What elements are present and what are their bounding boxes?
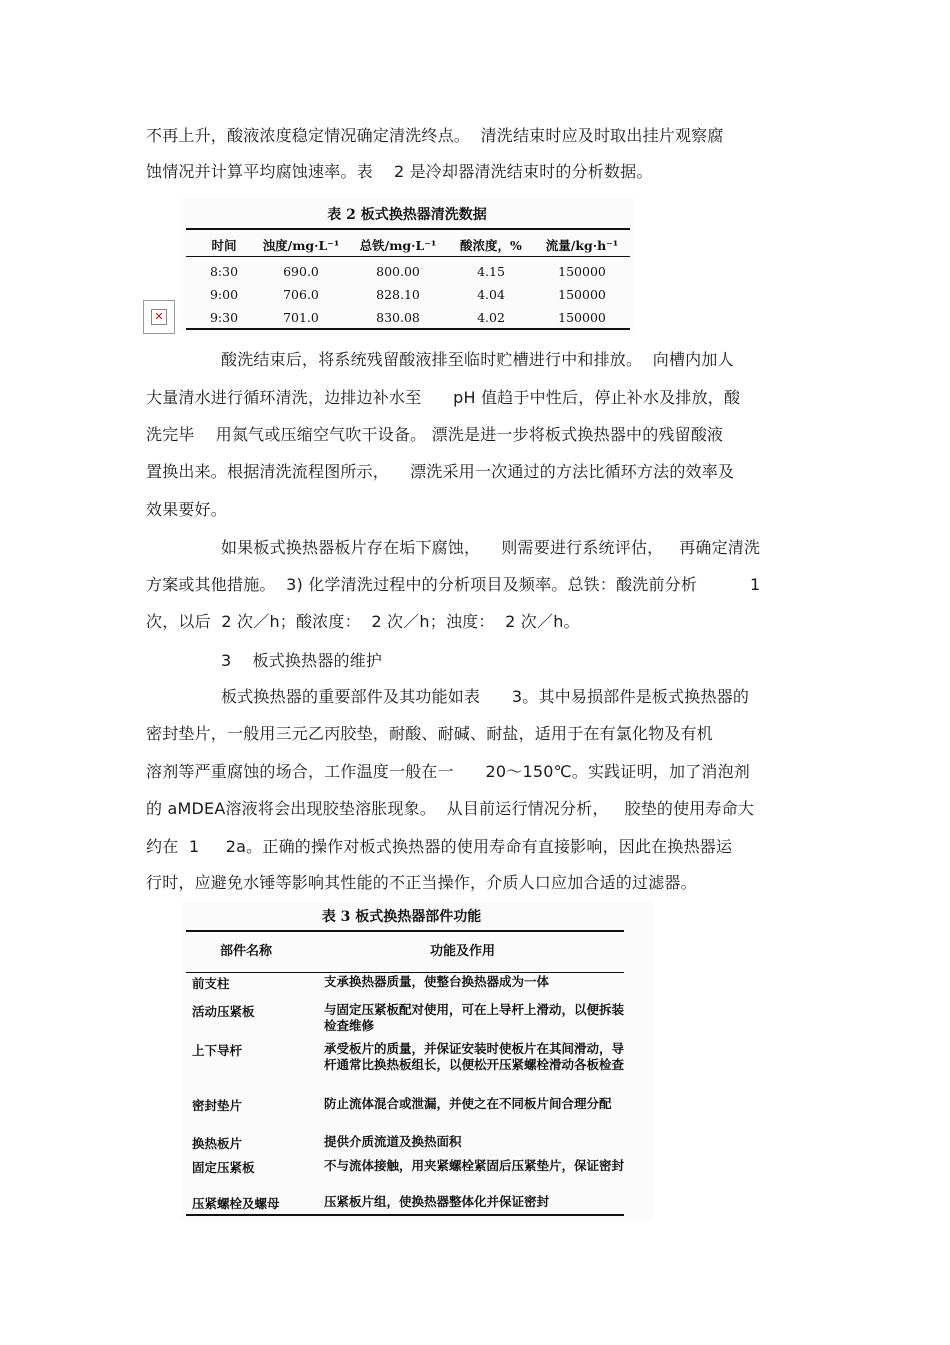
broken-image-icon [143,300,175,334]
table-cell: 150000 [558,264,606,279]
table-rule [186,228,630,230]
table-cell: 与固定压紧板配对使用，可在上导杆上滑动，以便拆装检查维修 [324,1002,625,1033]
paragraph-line: 板式换热器的重要部件及其功能如表 3。其中易损部件是板式换热器的 [221,687,750,706]
table-cell: 8:30 [209,264,239,279]
table-3-header: 功能及作用 [430,944,496,959]
close-x-icon: ✕ [151,309,167,325]
table-cell: 换热板片 [192,1136,243,1151]
table-2-header: 总铁/mg·L⁻¹ [359,238,437,253]
section-heading: 3 板式换热器的维护 [221,651,383,670]
table-cell: 150000 [558,287,606,302]
table-2-header: 浊度/mg·L⁻¹ [262,238,340,253]
paragraph-line: 效果要好。 [146,500,228,519]
table-cell: 固定压紧板 [192,1160,255,1175]
table-2-header: 酸浓度，% [460,238,522,253]
table-rule [186,1214,624,1216]
paragraph-line: 置换出来。根据清洗流程图所示， 漂洗采用一次通过的方法比循环方法的效率及 [146,462,735,481]
table-2-header: 时间 [211,238,237,253]
table-cell: 150000 [558,310,606,325]
paragraph-line: 溶剂等严重腐蚀的场合，工作温度一般在一 20～150℃。实践证明，加了消泡剂 [146,762,750,781]
paragraph-line: 大量清水进行循环清洗，边排边补水至 pH 值趋于中性后，停止补水及排放，酸 [146,388,741,407]
table-cell: 800.00 [376,264,420,279]
table-3-caption: 表 3 板式换热器部件功能 [321,909,482,925]
paragraph-line: 不再上升，酸液浓度稳定情况确定清洗终点。 清洗结束时应及时取出挂片观察腐 [146,126,724,145]
table-3-header: 部件名称 [220,944,273,959]
table-cell: 4.15 [477,264,505,279]
table-cell: 防止流体混合或泄漏，并使之在不同板片间合理分配 [324,1096,612,1111]
table-2-header: 流量/kg·h⁻¹ [545,238,619,253]
table-cell: 提供介质流道及换热面积 [324,1134,462,1149]
table-cell: 密封垫片 [192,1098,243,1113]
paragraph-line: 如果板式换热器板片存在垢下腐蚀， 则需要进行系统评估， 再确定清洗 [221,538,761,557]
table-rule [186,972,624,973]
table-2-caption: 表 2 板式换热器清洗数据 [327,207,487,223]
paragraph-line: 行时，应避免水锤等影响其性能的不正当操作，介质人口应加合适的过滤器。 [146,873,697,892]
paragraph-line: 的 aMDEA溶液将会出现胶垫溶胀现象。 从目前运行情况分析， 胶垫的使用寿命大 [146,799,755,818]
table-cell: 4.02 [477,310,505,325]
paragraph-line: 蚀情况并计算平均腐蚀速率。表 2 是冷却器清洗结束时的分析数据。 [146,162,653,181]
table-cell: 690.0 [283,264,319,279]
table-cell: 830.08 [376,310,420,325]
table-cell: 活动压紧板 [192,1004,255,1019]
table-rule [186,328,630,330]
table-cell: 9:00 [209,287,239,302]
table-cell: 9:30 [209,310,239,325]
paragraph-line: 约在 1 2a。正确的操作对板式换热器的使用寿命有直接影响，因此在换热器运 [146,837,733,856]
table-cell: 前支柱 [192,976,230,991]
paragraph-line: 密封垫片，一般用三元乙丙胶垫，耐酸、耐碱、耐盐，适用于在有氯化物及有机 [146,724,714,743]
table-cell: 701.0 [283,310,319,325]
table-rule [186,930,624,932]
table-cell: 706.0 [283,287,319,302]
table-cell: 828.10 [376,287,420,302]
table-cell: 上下导杆 [192,1043,243,1058]
table-cell: 承受板片的质量，并保证安装时使板片在其间滑动，导杆通常比换热板组长，以便松开压紧螺栓滑动各板检查 [324,1041,625,1072]
table-3 [182,902,654,1222]
table-cell: 压紧螺栓及螺母 [192,1196,280,1211]
paragraph-line: 次，以后 2 次／h；酸浓度： 2 次／h；浊度： 2 次／h。 [146,612,580,631]
table-cell: 4.04 [477,287,505,302]
paragraph-line: 洗完毕 用氮气或压缩空气吹干设备。 漂洗是进一步将板式换热器中的残留酸液 [146,425,724,444]
table-rule [186,256,630,257]
table-cell: 压紧板片组，使换热器整体化并保证密封 [324,1194,550,1209]
paragraph-line: 酸洗结束后，将系统残留酸液排至临时贮槽进行中和排放。 向槽内加人 [221,350,734,369]
table-cell: 不与流体接触，用夹紧螺栓紧固后压紧垫片，保证密封 [324,1158,625,1173]
table-cell: 支承换热器质量，使整台换热器成为一体 [324,974,550,989]
paragraph-line: 方案或其他措施。 3) 化学清洗过程中的分析项目及频率。总铁：酸洗前分析 1 [146,575,761,594]
table-2 [180,198,634,333]
